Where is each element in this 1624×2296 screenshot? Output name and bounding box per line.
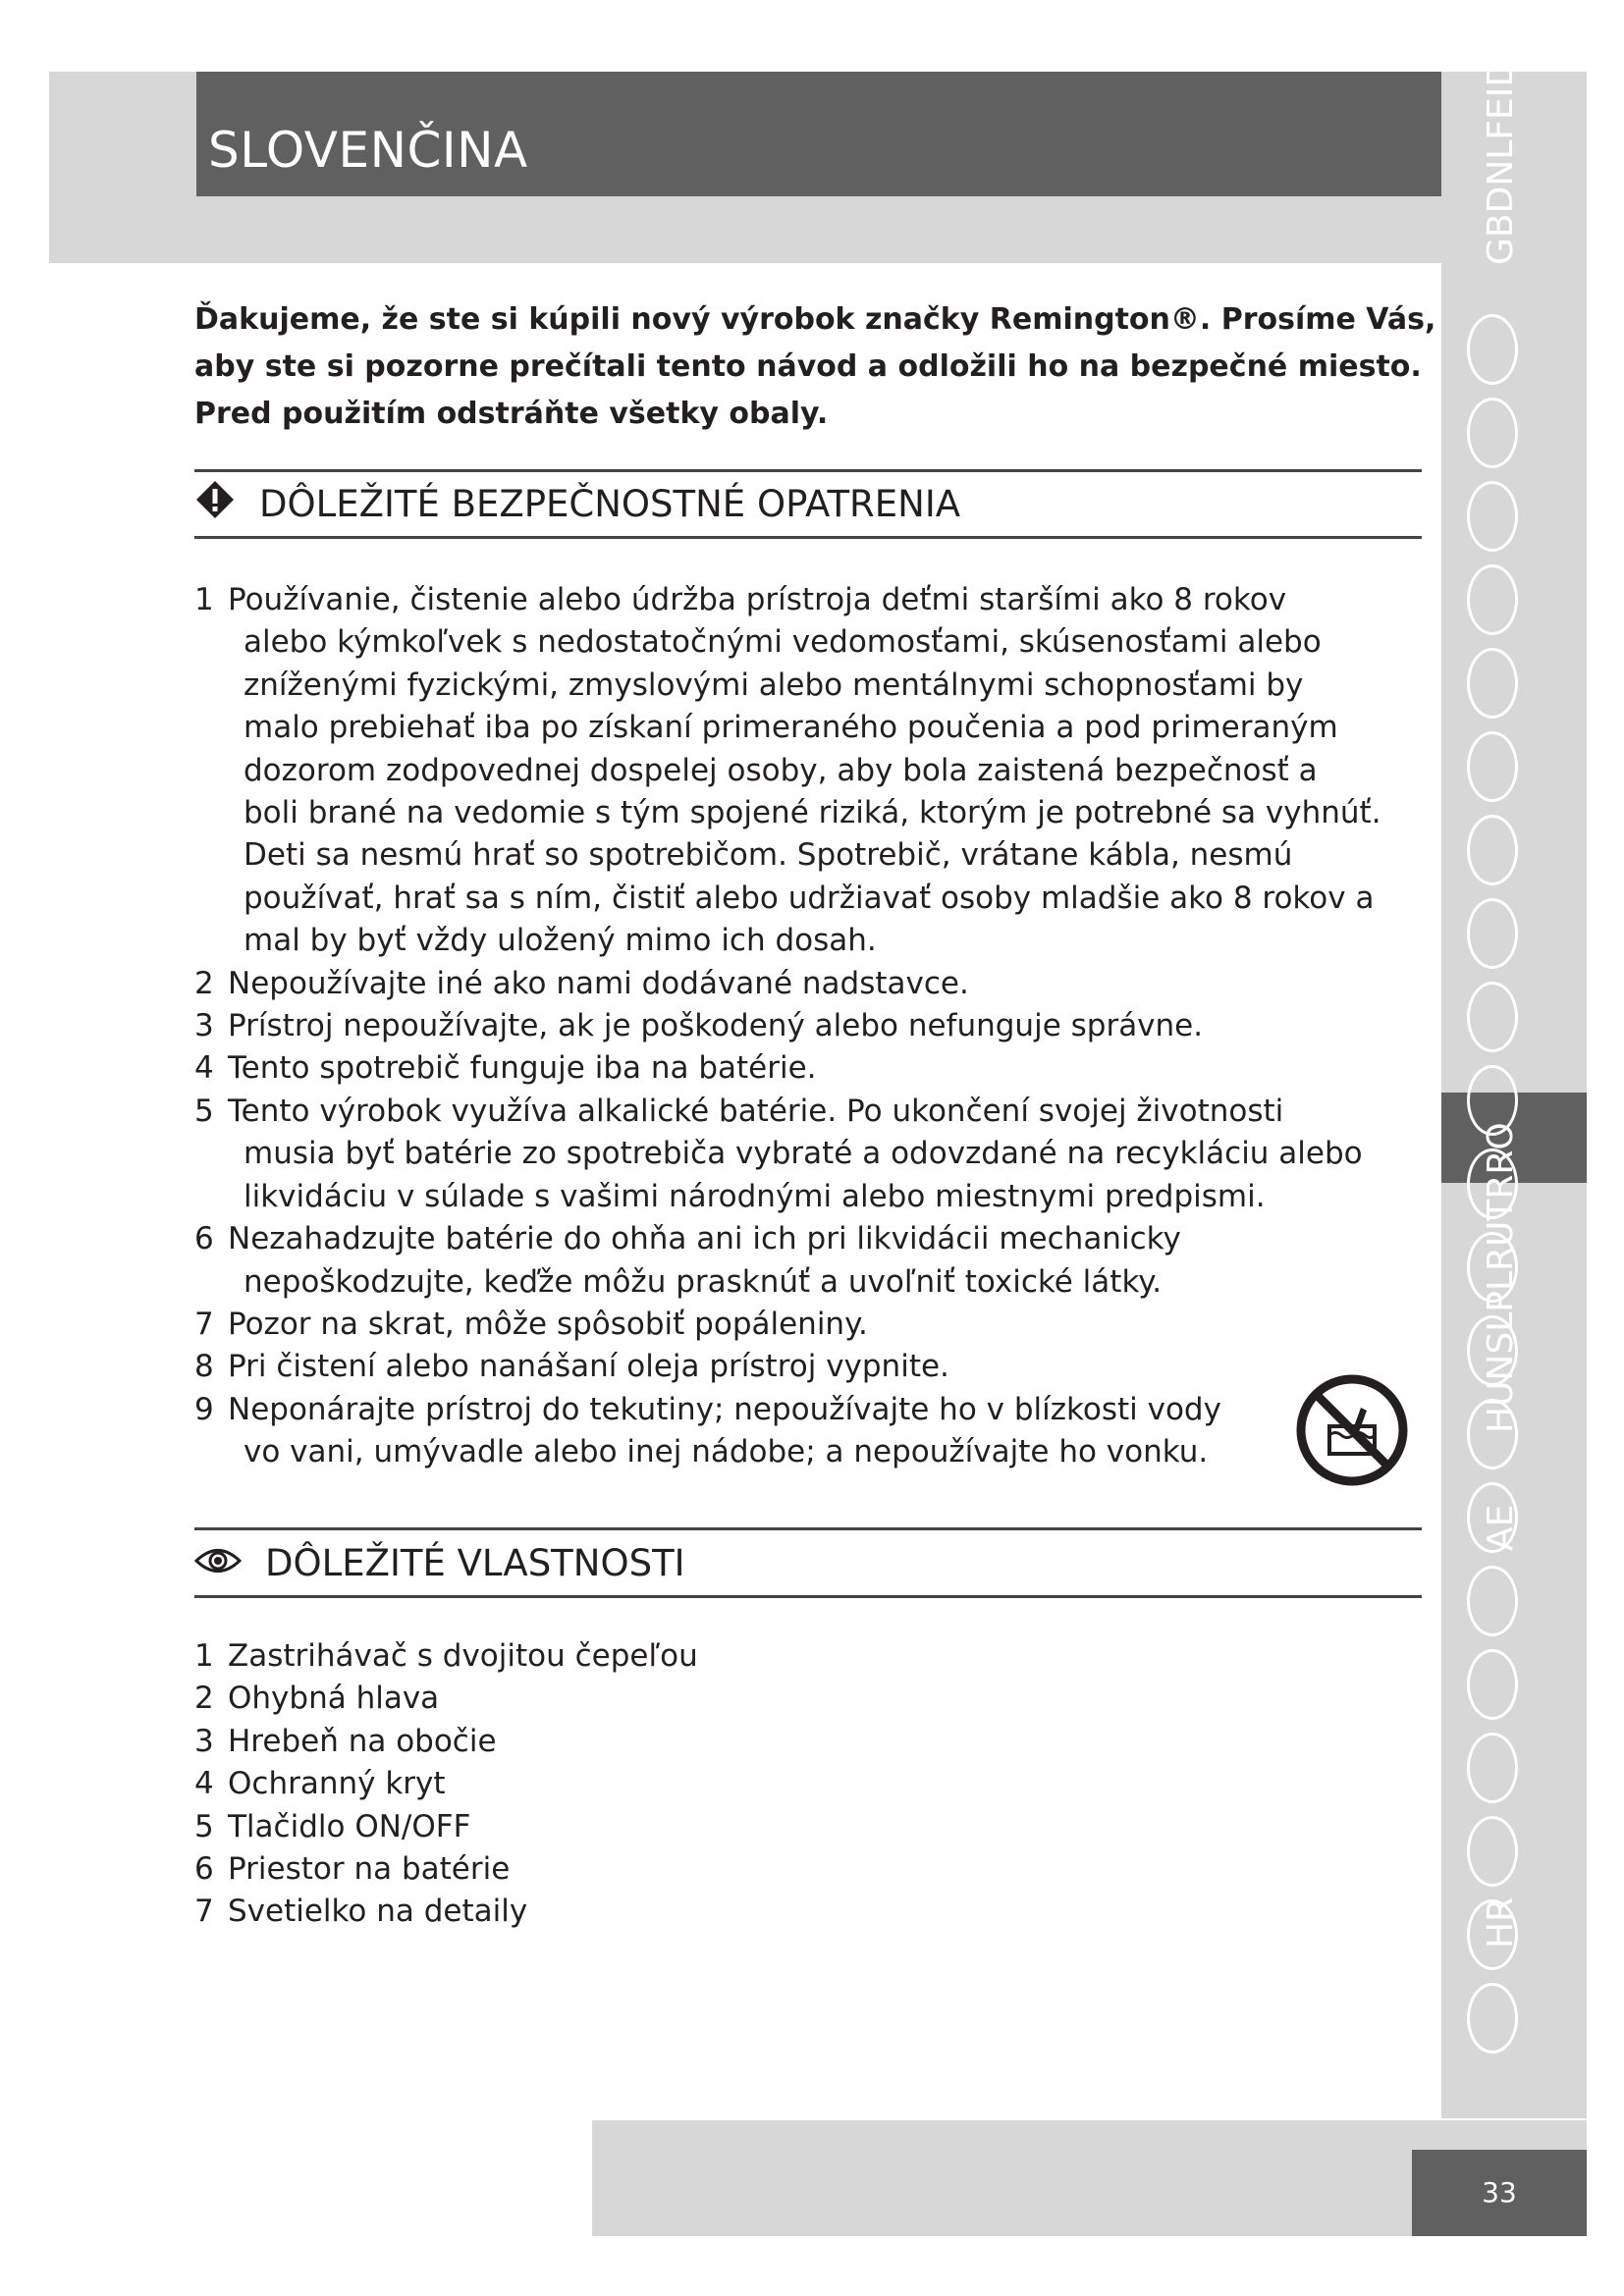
language-tab-circle [1467,1816,1518,1887]
item-line: Tento výrobok využíva alkalické batérie. Po ukončení svojej životnosti [228,1093,1284,1129]
language-tab-circle [1467,1566,1518,1636]
item-number: 1 [194,1638,214,1674]
item-line: dozorom zodpovednej dospelej osoby, aby bola zaistená bezpečnosť a [244,752,1318,788]
item-text [228,1005,1422,1047]
item-line: Deti sa nesmú hrať so spotrebičom. Spotrebič, vrátane kábla, nesmú [244,837,1293,874]
item-number: 3 [194,1008,214,1044]
safety-item [194,1091,1422,1218]
item-number: 5 [194,1808,214,1844]
language-tab-circle [1467,982,1518,1052]
safety-list [194,579,1422,1474]
language-tab-circle [1467,314,1518,385]
item-text: Ohybná hlava [228,1681,440,1717]
language-label-middle: HUNSLPLRUTRRO [1481,1122,1521,1433]
language-tab-circle [1467,1983,1518,2054]
language-label-top: GBDNLFEIDK [1481,36,1521,265]
item-line: Nezahadzujte batérie do ohňa ani ich pri likvidácii mechanicky [228,1221,1181,1257]
feature-item [194,1806,1422,1848]
item-text: Zastrihávač s dvojitou čepeľou [228,1638,698,1674]
language-tab-circle [1467,898,1518,969]
intro-line: aby ste si pozorne prečítali tento návod a odložili ho na bezpečné miesto. [194,349,1422,384]
item-number: 7 [194,1306,214,1342]
item-number: 2 [194,965,214,1001]
feature-item [194,1763,1422,1805]
item-line: alebo kýmkoľvek s nedostatočnými vedomosťami, skúsenosťami alebo [244,624,1322,661]
feature-item [194,1678,1422,1720]
item-text: Hrebeň na obočie [228,1723,497,1759]
section-rule [194,1527,1422,1530]
language-tab-circle [1467,398,1518,468]
item-line: likvidáciu v súlade s vašimi národnými alebo miestnymi predpismi. [244,1178,1266,1214]
features-heading-row [194,1537,685,1588]
safety-item [194,579,1422,963]
warning-icon [194,479,236,529]
item-line: malo prebiehať iba po získaní primeraného poučenia a pod primeraným [244,710,1338,746]
intro-line: Ďakujeme, že ste si kúpili nový výrobok značky Remington®. Prosíme Vás, [194,302,1436,337]
language-tab-circle [1467,731,1518,802]
item-text [228,1091,1422,1218]
safety-item [194,963,1422,1005]
safety-heading: DÔLEŽITÉ BEZPEČNOSTNÉ OPATRENIA [259,482,961,525]
language-label-lower: AE [1481,1504,1521,1551]
page-title: SLOVENČINA [208,122,528,179]
section-rule [194,1595,1422,1598]
features-heading: DÔLEŽITÉ VLASTNOSTI [265,1541,685,1584]
safety-heading-row [194,479,960,528]
item-text [228,1304,1422,1346]
item-number: 7 [194,1894,214,1930]
item-text: Ochranný kryt [228,1766,446,1802]
safety-item [194,1005,1422,1047]
safety-item [194,1304,1422,1346]
language-tab-circle [1467,481,1518,552]
item-number: 3 [194,1723,214,1759]
item-line: Neponárajte prístroj do tekutiny; nepoužívajte ho v blízkosti vody [228,1391,1221,1427]
feature-item [194,1848,1422,1891]
safety-item [194,1346,1422,1388]
item-line: Nepoužívajte iné ako nami dodávané nadstavce. [228,965,969,1001]
item-number: 5 [194,1093,214,1129]
item-line: zníženými fyzickými, zmyslovými alebo mentálnymi schopnosťami by [244,667,1304,703]
item-line: vo vani, umývadle alebo inej nádobe; a nepoužívajte ho vonku. [244,1434,1209,1470]
no-water-immersion-icon [1294,1372,1410,1492]
item-text [228,1389,1422,1474]
language-tab-circle [1467,1733,1518,1803]
safety-item [194,1218,1422,1304]
item-text: Svetielko na detaily [228,1894,528,1930]
language-tab-circle [1467,1649,1518,1720]
feature-item [194,1721,1422,1763]
intro-paragraph [194,296,1436,438]
item-number: 6 [194,1851,214,1888]
language-tab-circle [1467,815,1518,885]
item-text [228,1346,1422,1388]
item-text [228,579,1422,963]
page-number: 33 [1482,2176,1517,2209]
language-tab-circle [1467,564,1518,635]
eye-icon [194,1542,242,1584]
safety-item [194,1389,1422,1474]
item-number: 8 [194,1349,214,1385]
features-list [194,1635,1422,1934]
item-text: Priestor na batérie [228,1851,511,1888]
section-rule [194,536,1422,539]
item-line: nepoškodzujte, keďže môžu prasknúť a uvoľniť toxické látky. [244,1263,1163,1300]
safety-item [194,1047,1422,1090]
intro-line: Pred použitím odstráňte všetky obaly. [194,397,829,431]
item-text [228,1047,1422,1090]
item-line: Prístroj nepoužívajte, ak je poškodený alebo nefunguje správne. [228,1008,1204,1044]
item-line: Tento spotrebič funguje iba na batérie. [228,1050,817,1087]
item-line: Pozor na skrat, môže spôsobiť popáleniny. [228,1306,868,1342]
item-number: 4 [194,1766,214,1802]
item-line: používať, hrať sa s ním, čistiť alebo udržiavať osoby mladšie ako 8 rokov a [244,880,1375,916]
item-number: 9 [194,1391,214,1427]
language-tab-circle [1467,648,1518,719]
item-number: 6 [194,1221,214,1257]
feature-item [194,1891,1422,1933]
item-number: 2 [194,1681,214,1717]
item-line: boli brané na vedomie s tým spojené riziká, ktorým je potrebné sa vyhnúť. [244,795,1381,831]
item-line: mal by byť vždy uložený mimo ich dosah. [244,923,877,959]
item-line: musia byť batérie zo spotrebiča vybraté a odovzdané na recykláciu alebo [244,1136,1363,1172]
item-line: Používanie, čistenie alebo údržba prístroja deťmi staršími ako 8 rokov [228,582,1287,617]
item-number: 4 [194,1050,214,1087]
item-line: Pri čistení alebo nanášaní oleja prístroj vypnite. [228,1349,949,1385]
item-text: Tlačidlo ON/OFF [228,1808,471,1844]
feature-item [194,1635,1422,1678]
section-rule [194,469,1422,472]
item-text [228,963,1422,1005]
item-number: 1 [194,582,214,617]
item-text [228,1218,1422,1304]
language-label-bottom: HR [1481,1896,1521,1949]
